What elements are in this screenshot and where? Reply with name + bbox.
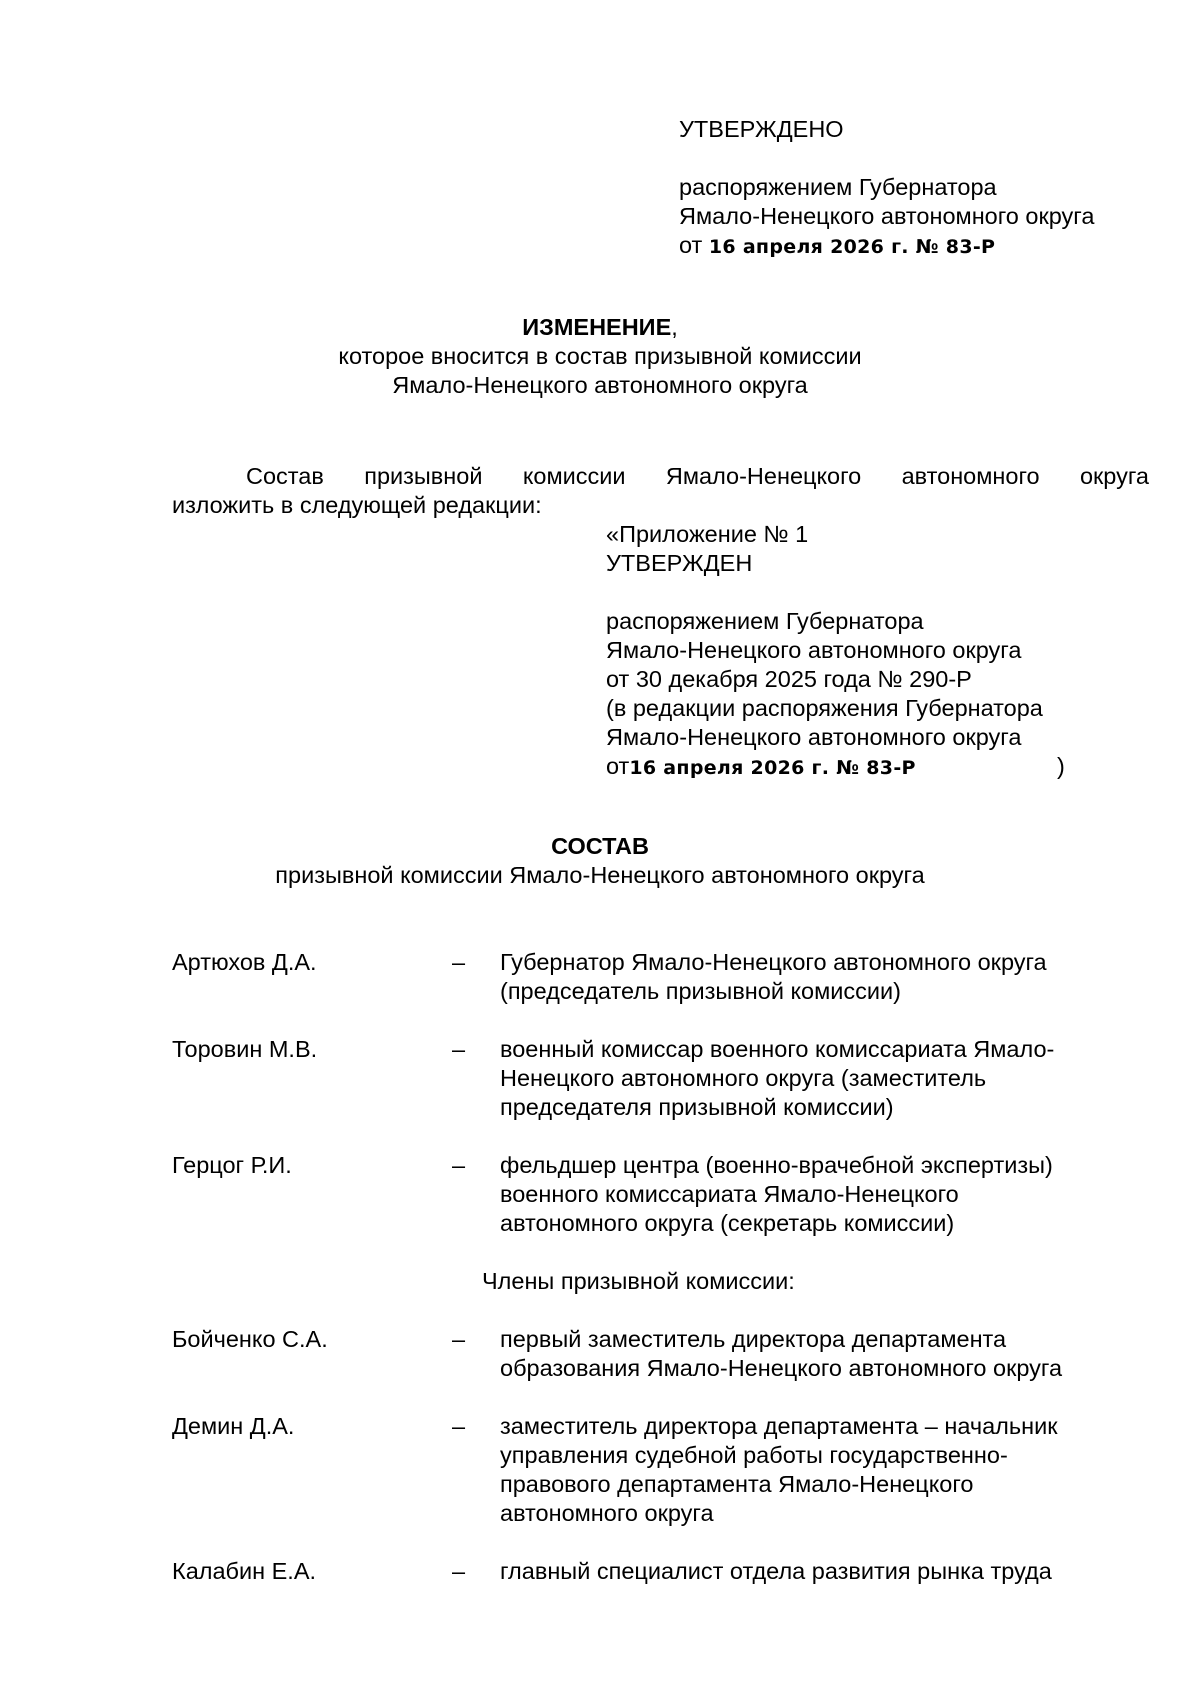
position-line: Губернатор Ямало-Ненецкого автономного округа <box>500 949 1047 975</box>
position-line: автономного округа (секретарь комиссии) <box>500 1210 955 1236</box>
position-line: образования Ямало-Ненецкого автономного округа <box>500 1355 1063 1381</box>
title-line-3: Ямало-Ненецкого автономного округа <box>392 372 808 398</box>
members-section-label: Члены призывной комиссии: <box>482 1268 795 1294</box>
title-main: ИЗМЕНЕНИЕ <box>522 314 672 340</box>
title-line-2: которое вносится в состав призывной комиссии <box>338 343 862 369</box>
approval-line-1: распоряжением Губернатора <box>679 174 997 200</box>
document-title <box>0 313 1200 400</box>
position-line: военного комиссариата Ямало-Ненецкого <box>500 1181 959 1207</box>
member-dash: – <box>452 1152 466 1178</box>
position-line: правового департамента Ямало-Ненецкого <box>500 1471 974 1497</box>
position-line: Ненецкого автономного округа (заместитель <box>500 1065 987 1091</box>
title-main-line <box>0 313 1200 342</box>
position-line: (председатель призывной комиссии) <box>500 978 901 1004</box>
composition-title <box>0 832 1200 890</box>
position-line: председателя призывной комиссии) <box>500 1094 894 1120</box>
appendix-line-2: УТВЕРЖДЕН <box>606 550 753 576</box>
member-row <box>172 948 1172 1006</box>
approval-line-2: Ямало-Ненецкого автономного округа <box>679 203 1095 229</box>
member-position <box>500 1412 1150 1528</box>
approval-stamp-top <box>679 115 1179 262</box>
appendix-date-number: 16 апреля 2026 г. № 83-Р <box>629 757 916 779</box>
appendix-closing-paren: ) <box>1057 753 1065 779</box>
position-line: автономного округа <box>500 1500 714 1526</box>
appendix-line-7: Ямало-Ненецкого автономного округа <box>606 724 1022 750</box>
member-name: Бойченко С.А. <box>172 1326 328 1352</box>
member-position <box>500 1035 1150 1122</box>
member-row <box>172 1035 1172 1122</box>
member-name: Торовин М.В. <box>172 1036 318 1062</box>
member-name: Артюхов Д.А. <box>172 949 317 975</box>
appendix-date-line <box>606 752 1166 783</box>
appendix-line-3: распоряжением Губернатора <box>606 608 924 634</box>
composition-subtitle: призывной комиссии Ямало-Ненецкого автономного округа <box>275 862 925 888</box>
member-row <box>172 1557 1172 1586</box>
member-row <box>172 1151 1172 1238</box>
appendix-line-1: «Приложение № 1 <box>606 521 809 547</box>
member-dash: – <box>452 1558 466 1584</box>
intro-line-2: изложить в следующей редакции: <box>172 492 542 518</box>
position-line: первый заместитель директора департамента <box>500 1326 1007 1352</box>
appendix-stamp <box>606 520 1166 783</box>
member-dash: – <box>452 949 466 975</box>
title-main-suffix: , <box>671 314 678 340</box>
position-line: главный специалист отдела развития рынка труда <box>500 1558 1052 1584</box>
member-dash: – <box>452 1036 466 1062</box>
member-position <box>500 1325 1150 1383</box>
appendix-line-6: (в редакции распоряжения Губернатора <box>606 695 1043 721</box>
member-dash: – <box>452 1413 466 1439</box>
approved-label: УТВЕРЖДЕНО <box>679 116 844 142</box>
member-dash: – <box>452 1326 466 1352</box>
member-row <box>172 1412 1172 1528</box>
position-line: управления судебной работы государственно- <box>500 1442 1008 1468</box>
intro-paragraph <box>172 462 1149 520</box>
approval-from-prefix: от <box>679 232 703 258</box>
position-line: фельдшер центра (военно-врачебной экспертизы) <box>500 1152 1053 1178</box>
member-position <box>500 1557 1150 1586</box>
approval-date-line <box>679 231 1179 262</box>
member-row <box>172 1325 1172 1383</box>
appendix-gap <box>606 578 1166 607</box>
member-name: Герцог Р.И. <box>172 1152 292 1178</box>
appendix-line-5: от 30 декабря 2025 года № 290-Р <box>606 666 972 692</box>
member-position <box>500 1151 1150 1238</box>
appendix-line-4: Ямало-Ненецкого автономного округа <box>606 637 1022 663</box>
member-name: Калабин Е.А. <box>172 1558 317 1584</box>
position-line: заместитель директора департамента – начальник <box>500 1413 1058 1439</box>
member-name: Демин Д.А. <box>172 1413 295 1439</box>
member-position <box>500 948 1150 1006</box>
appendix-from-prefix: от <box>606 753 630 779</box>
composition-heading: СОСТАВ <box>551 833 649 859</box>
members-list <box>172 948 1172 1615</box>
position-line: военный комиссар военного комиссариата Ямало- <box>500 1036 1055 1062</box>
approval-date-number: 16 апреля 2026 г. № 83-Р <box>708 236 996 258</box>
intro-line-1: Состав призывной комиссии Ямало-Ненецкого автономного округа <box>246 463 1149 489</box>
